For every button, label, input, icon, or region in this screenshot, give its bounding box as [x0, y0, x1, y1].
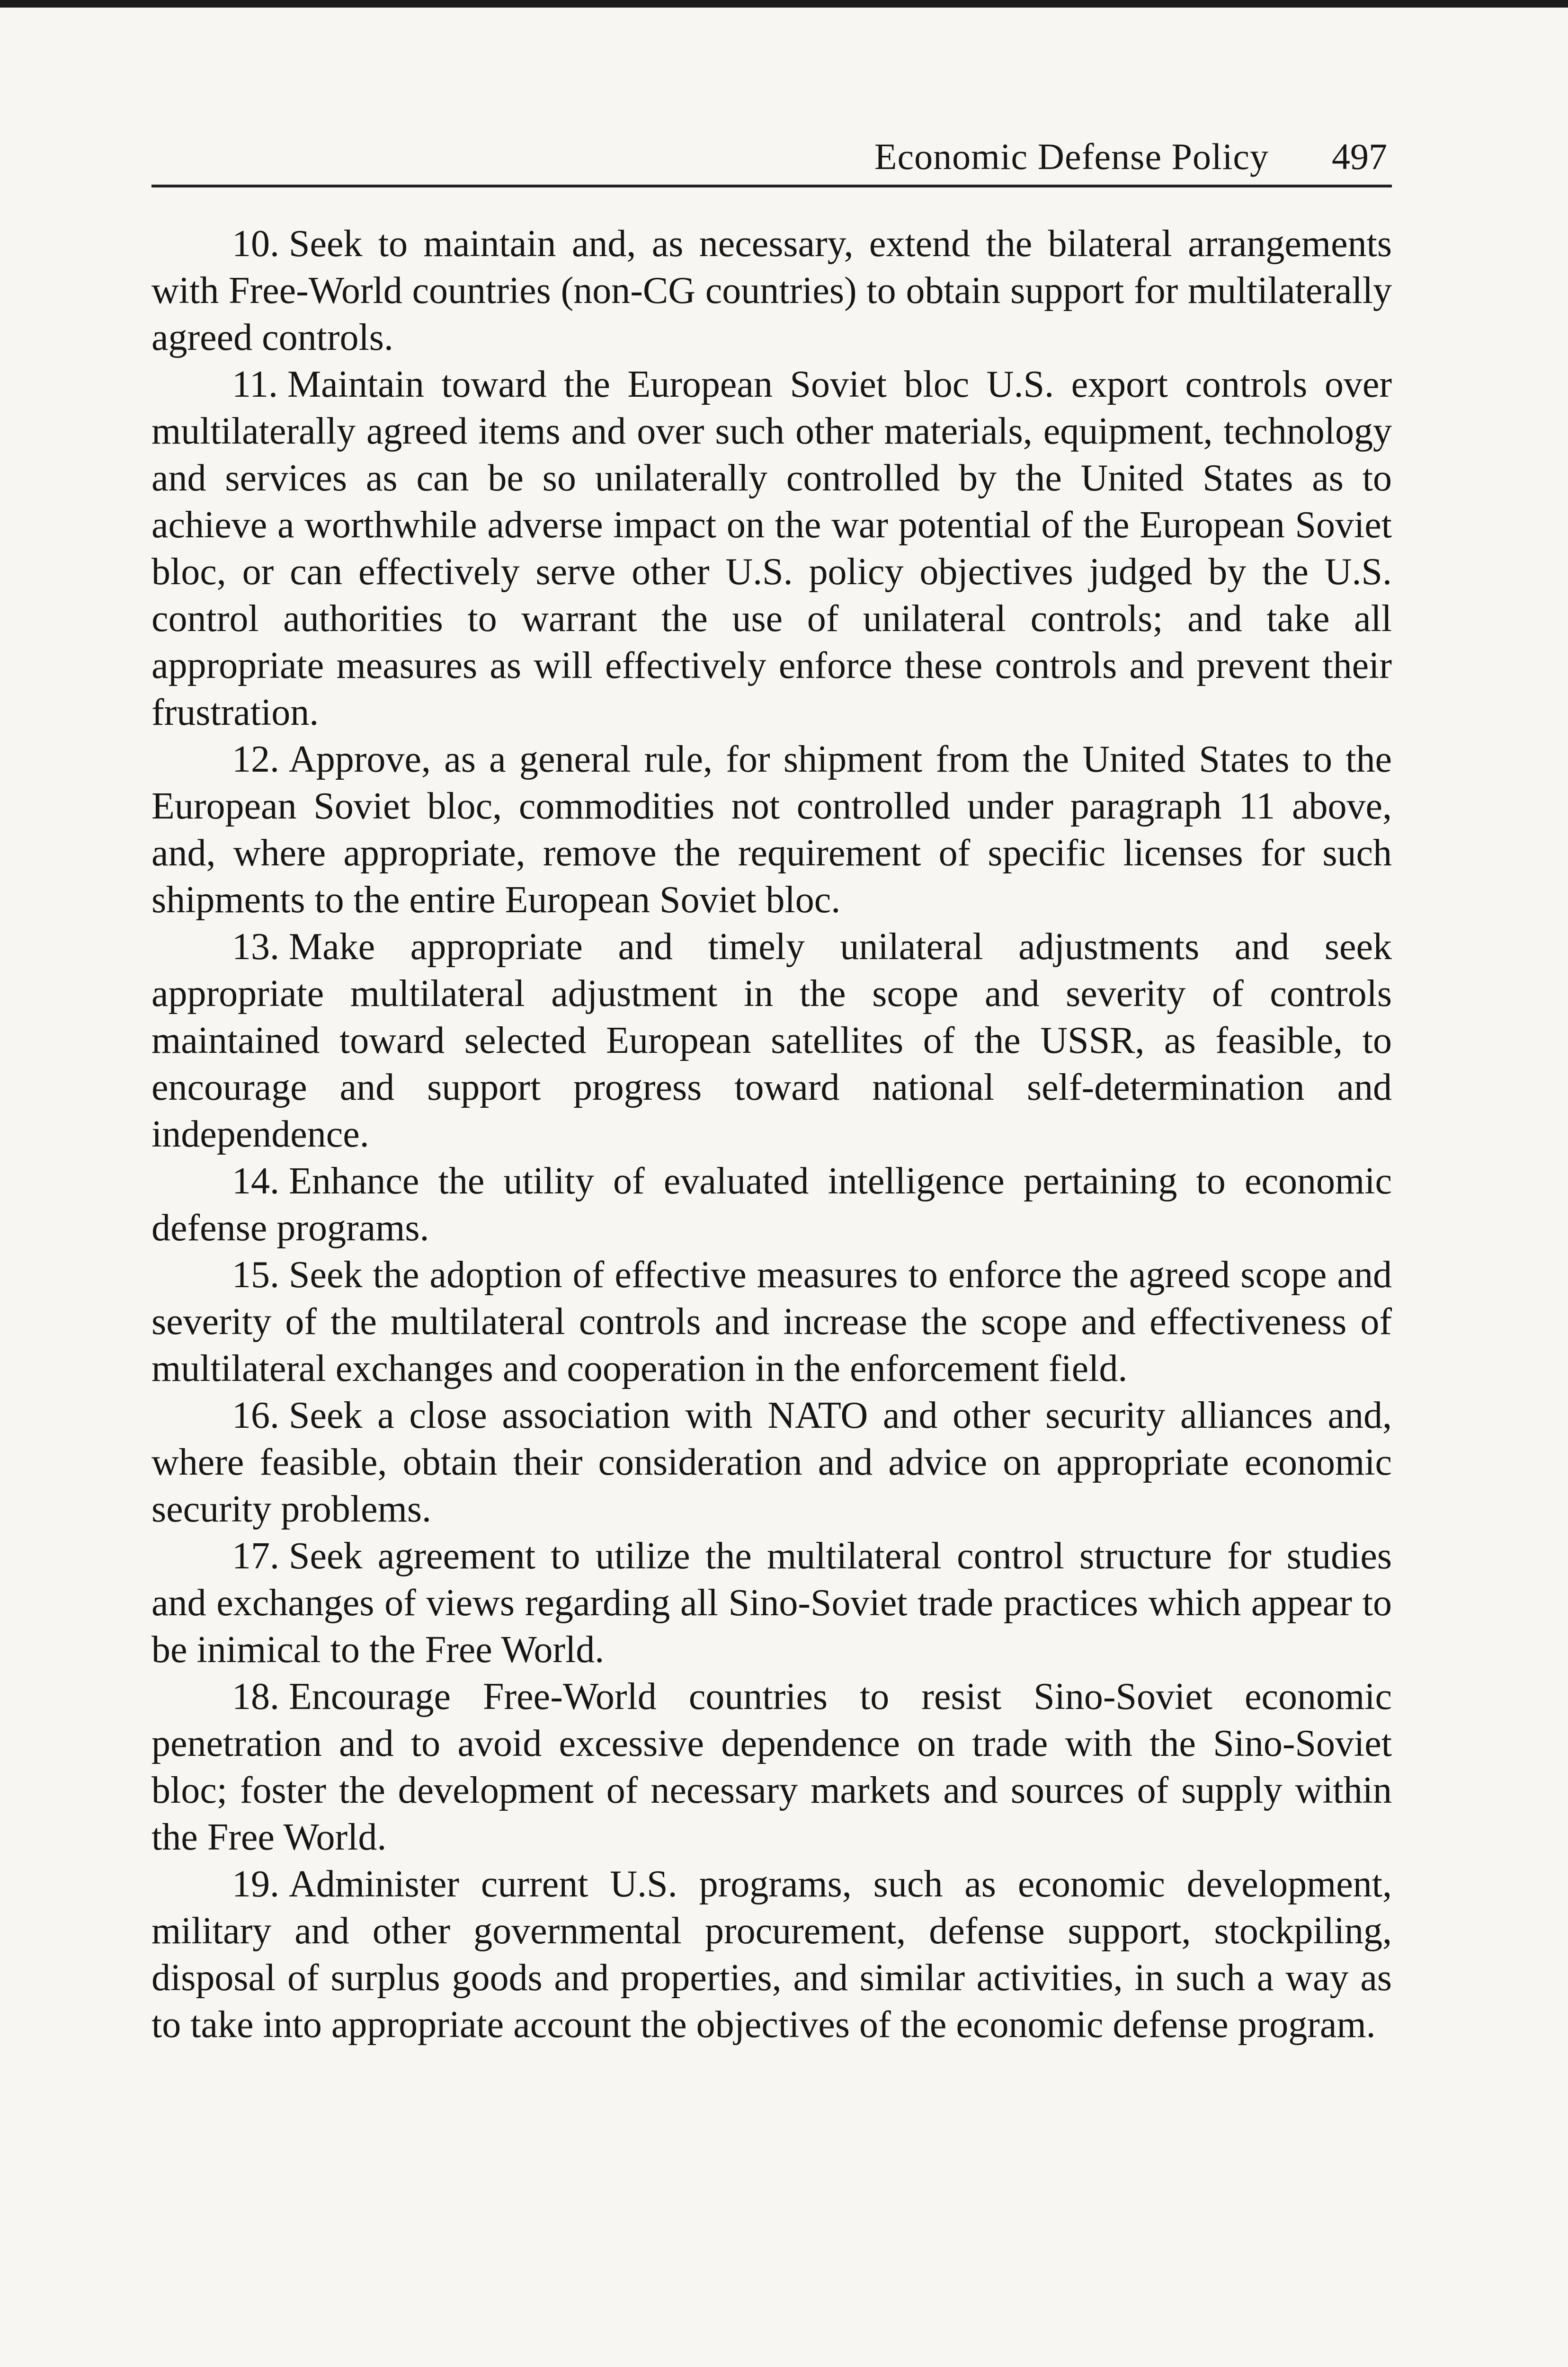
- paragraph-text: Seek a close association with NATO and other security alliances and, where feasible, obtain their consideration and advice on appropriate economic security problems.: [151, 1395, 1392, 1530]
- paragraph-number: 11.: [232, 364, 278, 405]
- paragraph-19: [151, 1861, 1392, 2048]
- paragraph-text: Seek the adoption of effective measures to enforce the agreed scope and severity of the multilateral controls and increase the scope and effectiveness of multilateral exchanges and cooperation in the enforcement field.: [151, 1254, 1392, 1389]
- page-top-edge: [0, 0, 1568, 8]
- paragraph-12: [151, 736, 1392, 924]
- paragraph-14: [151, 1158, 1392, 1252]
- paragraph-text: Maintain toward the European Soviet bloc U.S. export controls over multilaterally agreed items and over such other materials, equipment, technology and services as can be so unilaterally controlled by the United States as to achieve a worthwhile adverse impact on the war potential of the European Soviet bloc, or can effectively serve other U.S. policy objectives judged by the U.S. control authorities to warrant the use of unilateral controls; and take all appropriate measures as will effectively enforce these controls and prevent their frustration.: [151, 364, 1392, 733]
- book-page: [151, 133, 1392, 2048]
- paragraph-16: [151, 1392, 1392, 1533]
- running-head: [151, 133, 1392, 187]
- paragraph-number: 19.: [232, 1863, 279, 1905]
- paragraph-17: [151, 1533, 1392, 1673]
- paragraph-number: 18.: [232, 1676, 279, 1717]
- paragraph-number: 16.: [232, 1395, 279, 1436]
- paragraph-text: Approve, as a general rule, for shipment from the United States to the European Soviet bloc, commodities not controlled under paragraph 11 above, and, where appropriate, remove the requirement of specific licenses for such shipments to the entire European Soviet bloc.: [151, 739, 1392, 921]
- paragraph-text: Seek to maintain and, as necessary, extend the bilateral arrangements with Free-World countries (non-CG countries) to obtain support for multilaterally agreed controls.: [151, 223, 1392, 358]
- paragraph-13: [151, 924, 1392, 1158]
- paragraph-text: Make appropriate and timely unilateral adjustments and seek appropriate multilateral adjustment in the scope and severity of controls maintained toward selected European satellites of the USSR, as feasible, to encourage and support progress toward national self-determination and independence.: [151, 926, 1392, 1155]
- paragraph-18: [151, 1673, 1392, 1861]
- paragraph-text: Seek agreement to utilize the multilateral control structure for studies and exchanges of views regarding all Sino-Soviet trade practices which appear to be inimical to the Free World.: [151, 1535, 1392, 1671]
- running-title: Economic Defense Policy: [874, 136, 1269, 177]
- paragraph-number: 12.: [232, 739, 279, 780]
- paragraph-11: [151, 361, 1392, 736]
- paragraph-number: 13.: [232, 926, 279, 968]
- paragraph-number: 17.: [232, 1535, 279, 1577]
- body-text: [151, 221, 1392, 2048]
- page-number: 497: [1332, 136, 1387, 177]
- paragraph-number: 14.: [232, 1160, 279, 1202]
- paragraph-10: [151, 221, 1392, 361]
- paragraph-text: Encourage Free-World countries to resist Sino-Soviet economic penetration and to avoid excessive dependence on trade with the Sino-Soviet bloc; foster the development of necessary markets and sources of supply within the Free World.: [151, 1676, 1392, 1858]
- paragraph-text: Administer current U.S. programs, such as economic development, military and other governmental procurement, defense support, stockpiling, disposal of surplus goods and properties, and similar activities, in such a way as to take into appropriate account the objectives of the economic defense program.: [151, 1863, 1392, 2046]
- paragraph-number: 10.: [232, 223, 279, 265]
- paragraph-15: [151, 1252, 1392, 1392]
- paragraph-text: Enhance the utility of evaluated intelligence pertaining to economic defense programs.: [151, 1160, 1392, 1249]
- paragraph-number: 15.: [232, 1254, 279, 1296]
